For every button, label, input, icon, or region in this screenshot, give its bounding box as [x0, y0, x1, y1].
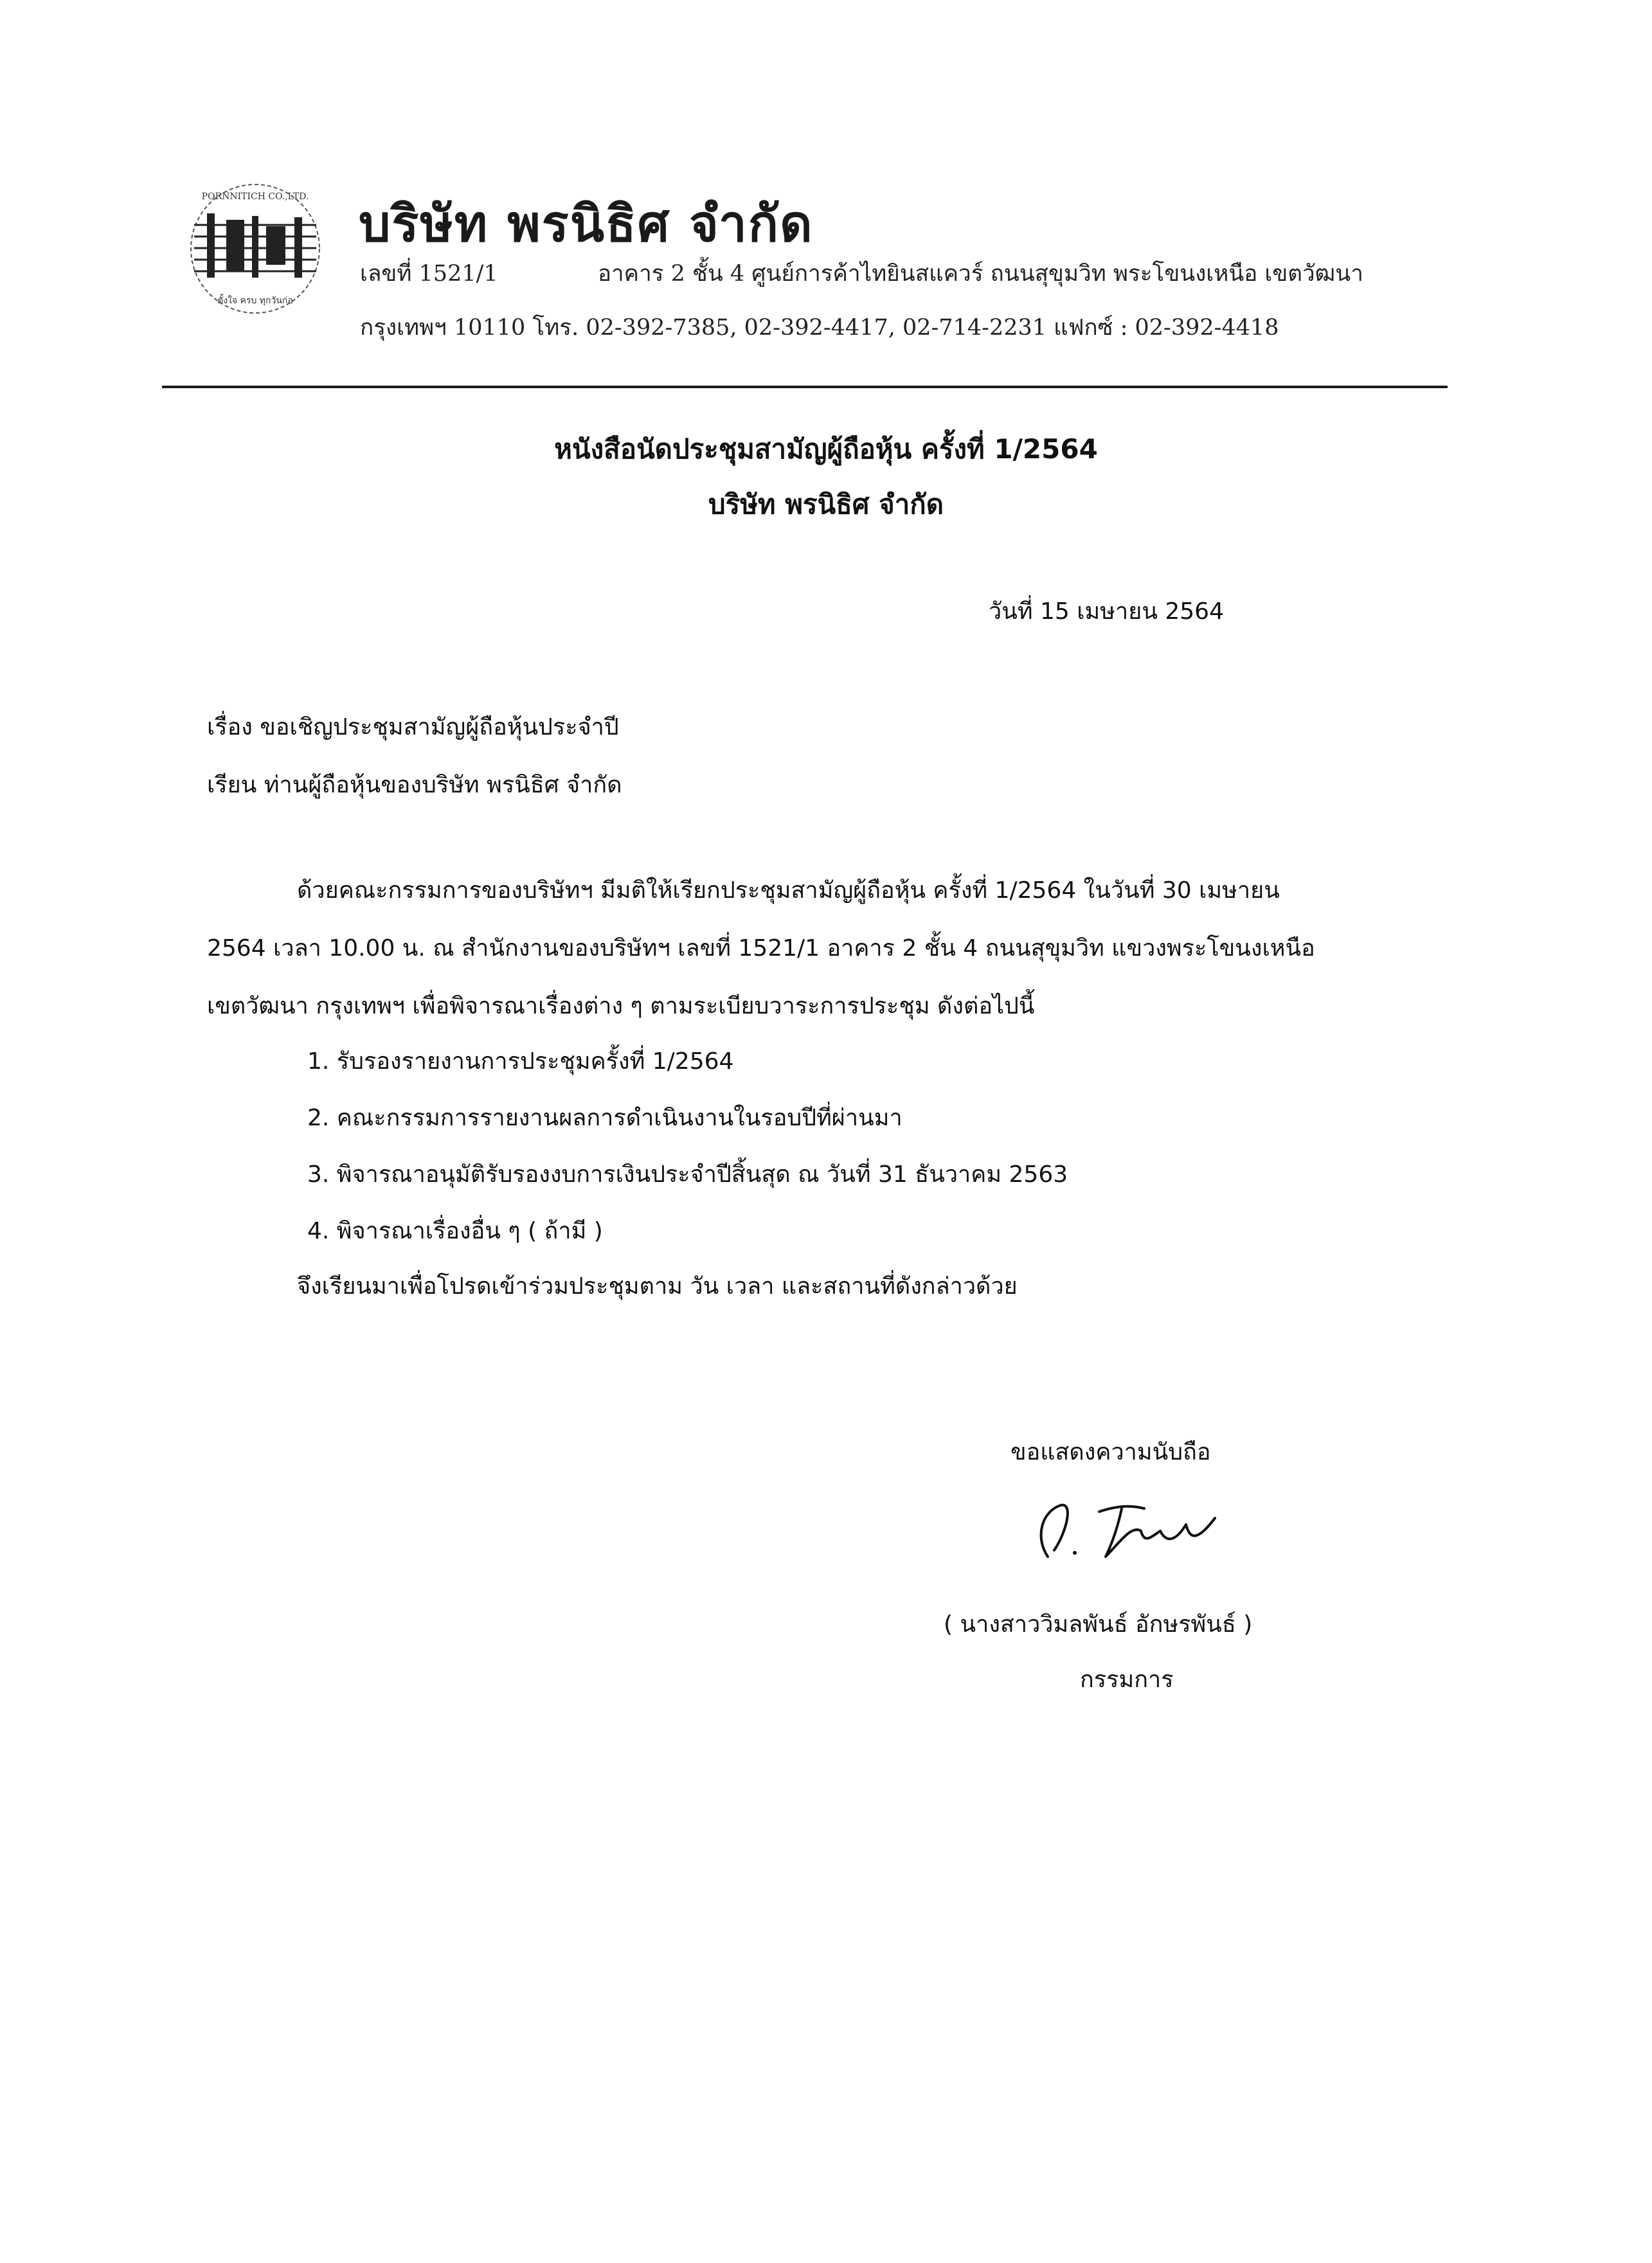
header-divider — [162, 386, 1448, 388]
document-title: หนังสือนัดประชุมสามัญผู้ถือหุ้น ครั้งที่ 1/2564 — [554, 433, 1098, 465]
logo-text-top: PORNNITICH CO.,LTD. — [201, 192, 309, 202]
document-subtitle: บริษัท พรนิธิศ จำกัด — [708, 488, 944, 520]
body-paragraph-line: 2564 เวลา 10.00 น. ณ สำนักงานของบริษัทฯ เลขที่ 1521/1 อาคาร 2 ชั้น 4 ถนนสุขุมวิท แขวงพระโขนงเหนือ — [207, 935, 1315, 962]
closing-salutation: ขอแสดงความนับถือ — [1010, 1439, 1211, 1465]
letter-subject: เรื่อง ขอเชิญประชุมสามัญผู้ถือหุ้นประจำปี — [207, 714, 619, 740]
body-paragraph-line: ด้วยคณะกรรมการของบริษัทฯ มีมติให้เรียกประชุมสามัญผู้ถือหุ้น ครั้งที่ 1/2564 ในวันที่ 30 เมษายน — [297, 877, 1280, 904]
agenda-item: 4. พิจารณาเรื่องอื่น ๆ ( ถ้ามี ) — [307, 1218, 603, 1244]
agenda-item: 2. คณะกรรมการรายงานผลการดำเนินงานในรอบปีที่ผ่านมา — [307, 1105, 902, 1131]
letter-salutation: เรียน ท่านผู้ถือหุ้นของบริษัท พรนิธิศ จำกัด — [207, 772, 622, 798]
body-paragraph-line: เขตวัฒนา กรุงเทพฯ เพื่อพิจารณาเรื่องต่าง ๆ ตามระเบียบวาระการประชุม ดังต่อไปนี้ — [207, 993, 1035, 1019]
company-name: บริษัท พรนิธิศ จำกัด — [359, 195, 814, 253]
company-logo — [181, 175, 329, 323]
address-city-contact: กรุงเทพฯ 10110 โทร. 02-392-7385, 02-392-4417, 02-714-2231 แฟกซ์ : 02-392-4418 — [360, 315, 1279, 341]
signer-name: ( นางสาววิมลพันธ์ อักษรพันธ์ ) — [944, 1611, 1253, 1638]
signer-position: กรรมการ — [1080, 1667, 1174, 1693]
address-number: เลขที่ 1521/1 — [360, 261, 498, 287]
logo-text-bottom: ตั้งใจ ครบ ทุกวันก่อ — [217, 296, 293, 306]
agenda-item: 3. พิจารณาอนุมัติรับรองงบการเงินประจำปีสิ้นสุด ณ วันที่ 31 ธันวาคม 2563 — [307, 1161, 1068, 1188]
address-building: อาคาร 2 ชั้น 4 ศูนย์การค้าไทยินสแควร์ ถนนสุขุมวิท พระโขนงเหนือ เขตวัฒนา — [598, 261, 1363, 287]
handwritten-signature — [1022, 1486, 1241, 1570]
letter-date: วันที่ 15 เมษายน 2564 — [989, 598, 1224, 625]
agenda-item: 1. รับรองรายงานการประชุมครั้งที่ 1/2564 — [307, 1048, 734, 1075]
closing-paragraph: จึงเรียนมาเพื่อโปรดเข้าร่วมประชุมตาม วัน เวลา และสถานที่ดังกล่าวด้วย — [297, 1273, 1018, 1300]
